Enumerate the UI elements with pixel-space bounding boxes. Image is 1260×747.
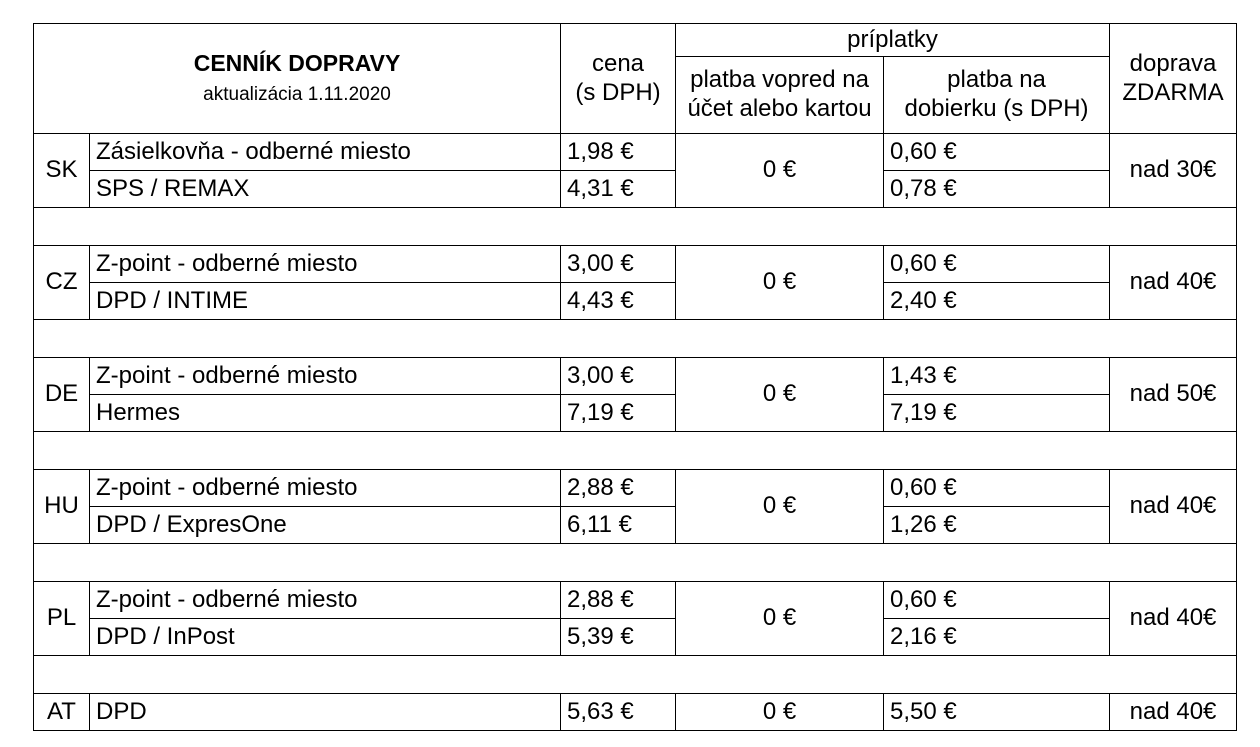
table-title-cell: [34, 24, 561, 134]
carrier-name: DPD / INTIME: [90, 283, 561, 320]
cod-surcharge: 0,60 €: [884, 582, 1110, 619]
spacer-row: [34, 208, 1237, 246]
carrier-price: 1,98 €: [561, 134, 676, 171]
carrier-name: Z-point - odberné miesto: [90, 582, 561, 619]
carrier-price: 4,43 €: [561, 283, 676, 320]
country-code: SK: [34, 134, 90, 208]
free-shipping-threshold: nad 40€: [1110, 470, 1237, 544]
country-code: DE: [34, 358, 90, 432]
carrier-price: 7,19 €: [561, 395, 676, 432]
free-shipping-threshold: nad 40€: [1110, 246, 1237, 320]
carrier-name: Z-point - odberné miesto: [90, 358, 561, 395]
cod-surcharge: 1,43 €: [884, 358, 1110, 395]
spacer-row: [34, 432, 1237, 470]
free-shipping-threshold: nad 40€: [1110, 582, 1237, 656]
carrier-name: Z-point - odberné miesto: [90, 470, 561, 507]
prepay-surcharge: 0 €: [676, 246, 884, 320]
table-subtitle: aktualizácia 1.11.2020: [203, 83, 391, 105]
cod-surcharge: 2,40 €: [884, 283, 1110, 320]
cod-surcharge: 2,16 €: [884, 619, 1110, 656]
spacer-row: [34, 656, 1237, 694]
country-code: HU: [34, 470, 90, 544]
country-code: CZ: [34, 246, 90, 320]
table-row: [34, 283, 1237, 320]
carrier-price: 3,00 €: [561, 358, 676, 395]
prepay-surcharge: 0 €: [676, 694, 884, 731]
table-row: [34, 134, 1237, 171]
cod-surcharge: 1,26 €: [884, 507, 1110, 544]
carrier-name: DPD / InPost: [90, 619, 561, 656]
carrier-name: SPS / REMAX: [90, 171, 561, 208]
country-code: PL: [34, 582, 90, 656]
table-row: [34, 694, 1237, 731]
carrier-price: 3,00 €: [561, 246, 676, 283]
prepay-header: platba vopred na účet alebo kartou: [676, 57, 884, 134]
carrier-name: Z-point - odberné miesto: [90, 246, 561, 283]
carrier-name: Zásielkovňa - odberné miesto: [90, 134, 561, 171]
carrier-name: Hermes: [90, 395, 561, 432]
cod-header: platba na dobierku (s DPH): [884, 57, 1110, 134]
table-row: [34, 619, 1237, 656]
spacer-row: [34, 320, 1237, 358]
carrier-name: DPD / ExpresOne: [90, 507, 561, 544]
carrier-price: 2,88 €: [561, 470, 676, 507]
table-row: [34, 507, 1237, 544]
prepay-surcharge: 0 €: [676, 358, 884, 432]
cod-surcharge: 0,60 €: [884, 470, 1110, 507]
cod-surcharge: 0,78 €: [884, 171, 1110, 208]
table-row: [34, 395, 1237, 432]
carrier-name: DPD: [90, 694, 561, 731]
carrier-price: 5,39 €: [561, 619, 676, 656]
table-row: [34, 358, 1237, 395]
cod-surcharge: 0,60 €: [884, 134, 1110, 171]
country-code: AT: [34, 694, 90, 731]
free-shipping-threshold: nad 40€: [1110, 694, 1237, 731]
carrier-price: 2,88 €: [561, 582, 676, 619]
table-title: CENNÍK DOPRAVY: [193, 50, 401, 77]
spacer-row: [34, 544, 1237, 582]
table-row: [34, 470, 1237, 507]
prepay-surcharge: 0 €: [676, 134, 884, 208]
free-shipping-header: doprava ZDARMA: [1110, 24, 1237, 134]
shipping-price-table: [33, 23, 1237, 731]
cod-surcharge: 7,19 €: [884, 395, 1110, 432]
surcharges-header: príplatky: [676, 24, 1110, 57]
free-shipping-threshold: nad 50€: [1110, 358, 1237, 432]
carrier-price: 4,31 €: [561, 171, 676, 208]
price-header: cena (s DPH): [561, 24, 676, 134]
free-shipping-threshold: nad 30€: [1110, 134, 1237, 208]
table-row: [34, 171, 1237, 208]
prepay-surcharge: 0 €: [676, 470, 884, 544]
table-row: [34, 582, 1237, 619]
prepay-surcharge: 0 €: [676, 582, 884, 656]
table-row: [34, 246, 1237, 283]
cod-surcharge: 5,50 €: [884, 694, 1110, 731]
carrier-price: 5,63 €: [561, 694, 676, 731]
cod-surcharge: 0,60 €: [884, 246, 1110, 283]
carrier-price: 6,11 €: [561, 507, 676, 544]
